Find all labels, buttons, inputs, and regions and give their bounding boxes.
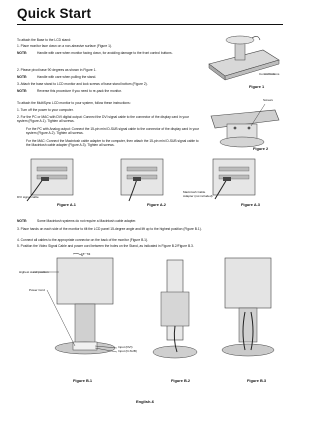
note-3-text: Reverse this procedure if you need to re-pack the monitor. [37,89,122,93]
note-2-text: Handle with care when pulling the stand. [37,75,97,79]
cable-routing-rear-illustration [222,258,274,356]
power-cord-label: Power Cord [29,288,45,292]
note-2-label: NOTE: [17,75,28,79]
system-step-1: 1. Turn off the power to your computer. [17,108,74,112]
system-step-5: 5. Position the Video Signal Cable and power cord between the holes on the Stand, as indicated in Figure B.2/Figure B.3. [17,244,194,248]
note-1-text: Handle with care when monitor facing down, for avoiding damage to the front control buttons. [37,51,173,55]
pc-analog-illustration [121,159,163,201]
system-step-4: 4. Connect all cables to the appropriate connector on the back of the monitor (Figure B.1). [17,238,149,242]
stand-and-cable-illustrations [17,252,283,388]
system-step-2c: For the MAC: Connect the Macintosh cable adapter to the computer, then attach the 15-pin mini D-SUB signal cable to the Macintosh cable adapter (Figure A.3). Tighten all screws. [26,139,199,148]
tilt-angle-label: 15° Tilt [81,252,91,256]
monitor-facedown-illustration [205,30,283,92]
figure-b-row [17,252,283,388]
figure-b1-caption: Figure B.1 [73,378,93,383]
mac-adapter-illustration [213,159,255,199]
step-3: 3. Attach the base stand to LCD monitor and lock screws of base stand bottom (Figure 2). [17,82,148,86]
figure-1 [205,30,283,92]
monitor-rear-tilt-illustration [33,253,117,354]
step-2: 2. Please pivot base 90 degrees as shown in Figure 1. [17,68,97,72]
intro-2: To attach the MultiSync LCD monitor to your system, follow these instructions: [17,101,131,105]
screws-label: Screws [263,98,273,102]
figure-2 [205,98,285,154]
figure-a1-caption: Figure A.1 [57,202,76,207]
step-1: 1. Place monitor face down on a non-abrasive surface (Figure 1). [17,44,112,48]
system-step-2b: For the PC with Analog output: Connect the 15-pin mini D-SUB signal cable to the connector of the display card in your system (Figure A.2). Tighten all screws. [26,127,199,136]
figure-a3-caption: Figure A.3 [241,202,260,207]
note-4-text: Some Macintosh systems do not require a Macintosh cable adapter. [37,219,137,223]
control-buttons-label: Control buttons [259,72,280,76]
figure-2-caption: Figure 2 [253,146,269,151]
system-step-2: 2. For the PC or MAC with DVI digital output: Connect the DVI signal cable to the connector of the display card in your system (Figure A.1). Tighten all screws. [17,115,189,124]
page-title: Quick Start [17,6,92,21]
page-footer: English-6 [136,399,155,404]
note-3-label: NOTE: [17,89,28,93]
note-1-label: NOTE: [17,51,28,55]
note-4-label: NOTE: [17,219,28,223]
system-step-3: 3. Place hands on each side of the monitor to tilt the LCD panel 15-degree angle and lift up to the highest position (Figure B.1). [17,227,202,231]
input-dvi-label: Input (DVI) [118,345,133,349]
mac-adapter-label: Macintosh Cable Adapter (not included) [183,190,213,198]
highest-position-label: Highest stand position [19,270,49,274]
input-dsub-label: Input (D-SUB) [118,349,137,353]
base-stand-screws-illustration [205,98,285,154]
cable-routing-side-illustration [153,260,197,358]
figure-b3-caption: Figure B.3 [247,378,267,383]
intro-text: To attach the Base to the LCD stand: [17,38,71,42]
figure-1-caption: Figure 1 [249,84,265,89]
dvi-signal-cable-label: DVI signal cable [17,195,39,199]
figure-a2-caption: Figure A.2 [147,202,166,207]
figure-a-row [17,155,283,211]
title-rule [17,24,283,25]
figure-b2-caption: Figure B.2 [171,378,191,383]
